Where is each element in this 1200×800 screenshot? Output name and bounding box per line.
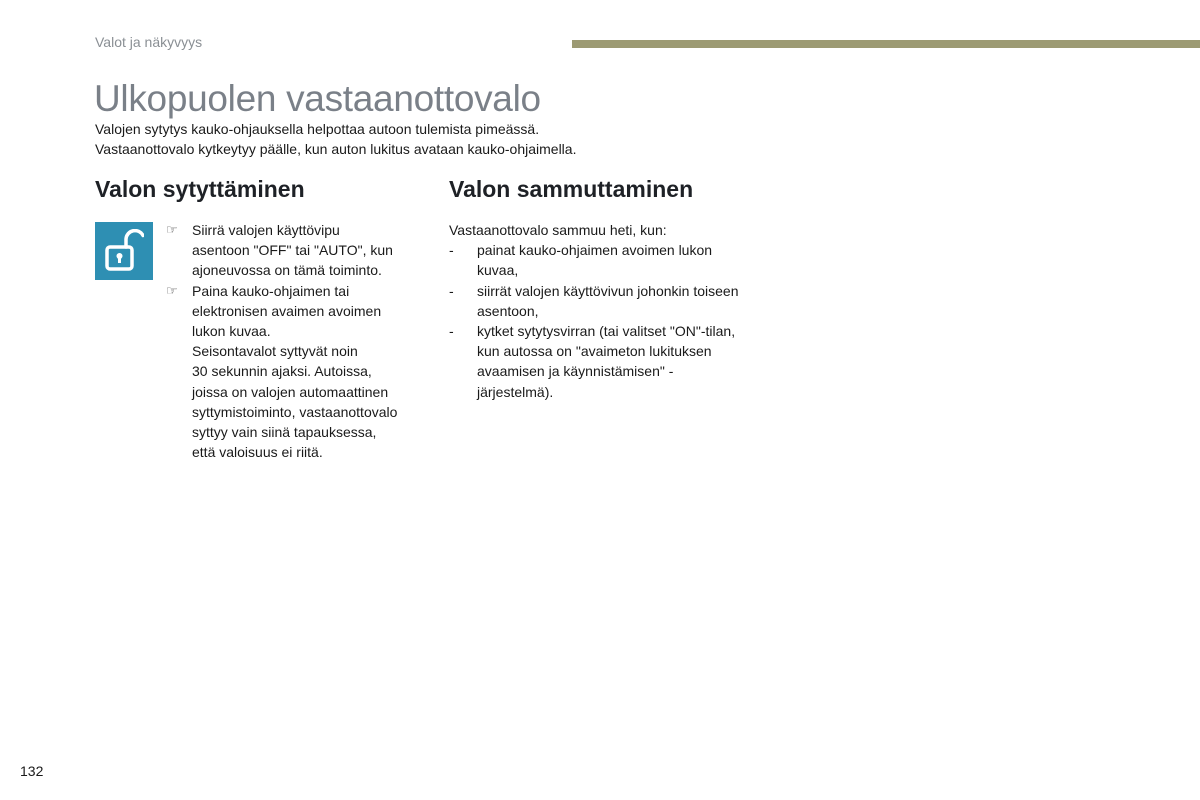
note-line: 30 sekunnin ajaksi. Autoissa,	[192, 363, 372, 380]
list-item-line: Paina kauko-ohjaimen tai	[192, 282, 350, 299]
right-list	[449, 240, 779, 402]
right-lead: Vastaanottovalo sammuu heti, kun:	[449, 222, 667, 238]
header-accent-bar	[572, 40, 1200, 48]
note-text	[166, 341, 426, 462]
unlock-icon	[95, 222, 153, 280]
list-item-line: kytket sytytysvirran (tai valitset "ON"-tilan,	[477, 323, 736, 340]
intro-text	[95, 119, 795, 159]
left-instructions	[166, 220, 426, 462]
dash-bullet: -	[449, 323, 454, 340]
note-line: että valoisuus ei riitä.	[192, 444, 323, 461]
heading-valon-sytyttaminen: Valon sytyttäminen	[95, 176, 305, 202]
right-instructions	[449, 220, 779, 402]
note-line: Seisontavalot syttyvät noin	[192, 343, 358, 360]
list-item-line: asentoon "OFF" tai "AUTO", kun	[192, 242, 393, 259]
section-label: Valot ja näkyvyys	[95, 34, 203, 50]
list-item-line: järjestelmä).	[477, 383, 554, 400]
list-item	[166, 220, 426, 281]
page-title: Ulkopuolen vastaanottovalo	[94, 78, 541, 119]
heading-valon-sammuttaminen: Valon sammuttaminen	[449, 176, 694, 202]
note-line: joissa on valojen automaattinen	[192, 383, 389, 400]
page-number: 132	[20, 763, 44, 779]
list-item-line: lukon kuvaa.	[192, 323, 271, 340]
list-item-line: elektronisen avaimen avoimen	[192, 302, 382, 319]
pointing-hand-icon: ☞	[166, 282, 178, 298]
list-item-line: kuvaa,	[477, 262, 519, 279]
list-item-line: kun autossa on "avaimeton lukituksen	[477, 343, 712, 360]
list-item-line: siirrät valojen käyttövivun johonkin toiseen	[477, 282, 739, 299]
note-line: syttymistoiminto, vastaanottovalo	[192, 403, 398, 420]
note-line: syttyy vain siinä tapauksessa,	[192, 424, 377, 441]
pointing-hand-icon: ☞	[166, 222, 178, 237]
intro-line-1: Valojen sytytys kauko-ohjauksella helpottaa autoon tulemista pimeässä.	[95, 121, 540, 137]
list-item	[449, 281, 779, 321]
dash-bullet: -	[449, 242, 454, 259]
list-item-line: avaamisen ja käynnistämisen" -	[477, 363, 674, 380]
list-item-line: ajoneuvossa on tämä toiminto.	[192, 262, 382, 279]
list-item-line: asentoon,	[477, 302, 539, 319]
dash-bullet: -	[449, 282, 454, 299]
list-item-line: Siirrä valojen käyttövipu	[192, 222, 340, 238]
list-item	[449, 321, 779, 402]
list-item	[166, 281, 426, 342]
list-item	[449, 240, 779, 280]
intro-line-2: Vastaanottovalo kytkeytyy päälle, kun auton lukitus avataan kauko-ohjaimella.	[95, 141, 577, 157]
list-item-line: painat kauko-ohjaimen avoimen lukon	[477, 242, 713, 259]
